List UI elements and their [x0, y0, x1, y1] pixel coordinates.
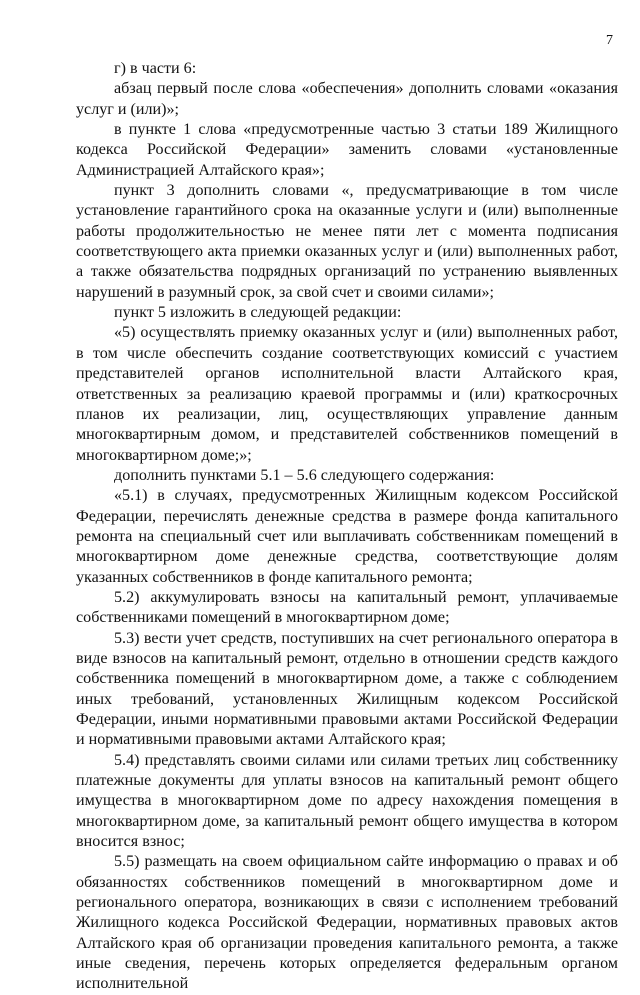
- paragraph: пункт 3 дополнить словами «, предусматривающие в том числе установление гарантийного срока на оказанные услуги и (или) выполненные работы продолжительностью не менее пяти лет с момента подписания соответствующего акта приемки оказанных услуг и (или) выполненных работ, а также обязательства подрядных организаций по устранению выявленных нарушений в разумный срок, за свой счет и своими силами»;: [76, 182, 618, 301]
- paragraph: в пункте 1 слова «предусмотренные частью 3 статьи 189 Жилищного кодекса Российской Федерации» заменить словами «установленные Администрацией Алтайского края»;: [76, 121, 618, 179]
- page-number: 7: [606, 33, 613, 48]
- paragraph: абзац первый после слова «обеспечения» дополнить словами «оказания услуг и (или)»;: [76, 80, 618, 118]
- paragraph: «5) осуществлять приемку оказанных услуг и (или) выполненных работ, в том числе обеспечить создание соответствующих комиссий с участием представителей органов исполнительной власти Алтайского края, ответственных за реализацию краевой программы и (или) краткосрочных планов их реализации, лиц, осуществляющих управление данным многоквартирным домом, и представителей собственников помещений в многоквартирном доме;»;: [76, 324, 618, 464]
- paragraph: пункт 5 изложить в следующей редакции:: [114, 304, 402, 322]
- paragraph: 5.3) вести учет средств, поступивших на счет регионального оператора в виде взносов на капитальный ремонт, отдельно в отношении средств каждого собственника помещений в многоквартирном доме, а также с соблюдением иных требований, установленных Жилищным кодексом Российской Федерации, иными нормативными правовыми актами Российской Федерации и нормативными правовыми актами Алтайского края;: [76, 629, 618, 749]
- paragraph: 5.2) аккумулировать взносы на капитальный ремонт, уплачиваемые собственниками помещений в многоквартирном доме;: [76, 588, 618, 627]
- document-body: [76, 59, 618, 995]
- paragraph: дополнить пунктами 5.1 – 5.6 следующего содержания:: [114, 466, 495, 484]
- paragraph: «5.1) в случаях, предусмотренных Жилищным кодексом Российской Федерации, перечислять денежные средства в размере фонда капитального ремонта на специальный счет или выплачивать собственникам помещений в многоквартирном доме денежные средства, соответствующие долям указанных собственников в фонде капитального ремонта;: [76, 487, 618, 586]
- paragraph: 5.4) представлять своими силами или силами третьих лиц собственнику платежные документы для уплаты взносов на капитальный ремонт общего имущества в многоквартирном доме по адресу нахождения помещения в многоквартирном доме, за капитальный ремонт общего имущества в котором вносится взнос;: [76, 751, 618, 851]
- paragraph: 5.5) размещать на своем официальном сайте информацию о правах и об обязанностях собственников помещений в многоквартирном доме и регионального оператора, возникающих в связи с исполнением требований Жилищного кодекса Российской Федерации, нормативных правовых актов Алтайского края об организации проведения капитального ремонта, а также иные сведения, перечень которых определяется федеральным органом исполнительной: [76, 853, 618, 993]
- paragraph: г) в части 6:: [114, 60, 197, 77]
